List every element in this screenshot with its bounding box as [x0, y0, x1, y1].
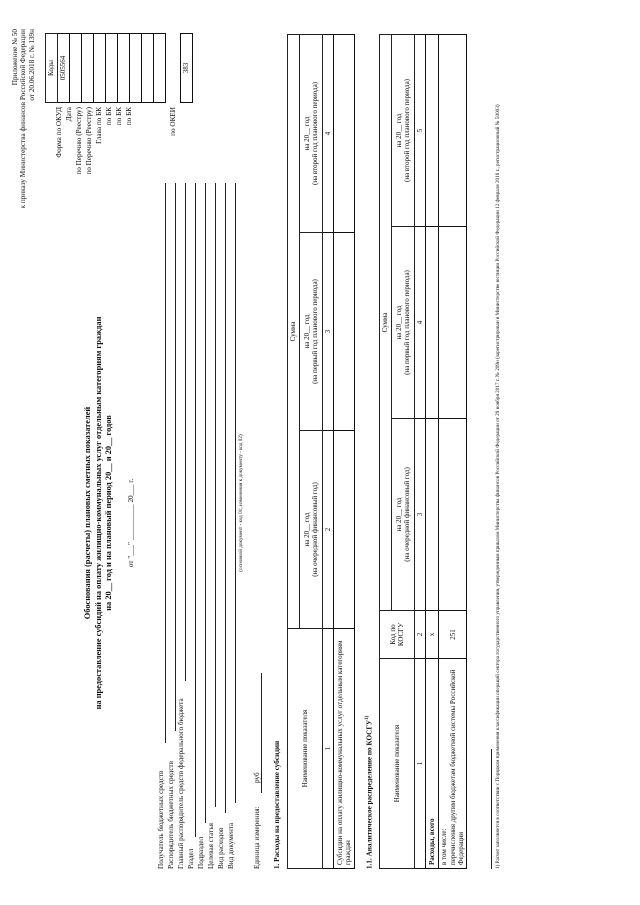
s11-col-code-header: Код по КОСГУ	[380, 611, 415, 659]
footnote: 1) Расчет заполняется в соответствии с Порядком применения классификации операций сектора государственного управления, утвержденным приказом Министерства финансов Российской Федерации от 29 ноября 2017 г. № 209н (зарегистрирован в Министерстве юстиции Российской Федерации 12 февраля 2018 г., регистрационный № 50003)	[495, 104, 501, 869]
s11-year-col-1-sub: (на очередной финансовый год)	[403, 467, 411, 562]
title-line-3: на 20__ год и на плановый период 20__ и 20__ годов	[104, 415, 113, 611]
s11-colnum-5: 5	[415, 34, 426, 226]
field-recipient: Получатель бюджетных средств	[157, 770, 165, 869]
s11-year-col-2-sub: (на первый год планового периода)	[403, 270, 411, 375]
underline-recipient	[165, 183, 166, 743]
appendix-order: к приказу Министерства финансов Российской Федерации	[19, 29, 28, 209]
code-cell-registry-1	[82, 34, 94, 103]
s11-year-col-3-title: на 20__ год	[394, 113, 403, 148]
s11-row-including	[439, 659, 467, 869]
s11-sum-header: Сумма	[380, 34, 392, 610]
s1-value-year-1	[334, 431, 355, 629]
underline-subsection	[205, 183, 206, 823]
s1-year-col-2	[300, 233, 323, 431]
s1-year-col-3-sub: (на второй год планового периода)	[311, 81, 319, 186]
section1-heading: 1. Расходы на предоставление субсидии	[273, 740, 281, 869]
codes-header: Коды	[46, 34, 58, 103]
unit-label: Единица измерения:	[253, 806, 261, 869]
s1-year-col-1-sub: (на очередной финансовый год)	[311, 482, 319, 577]
s1-col-name-header: Наименование показателя	[288, 629, 323, 869]
s11-transfers-year-2	[439, 227, 467, 419]
underline-target-article	[215, 183, 216, 807]
s1-year-col-2-sub: (на первый год планового периода)	[311, 279, 319, 384]
s11-year-col-1-title: на 20__ год	[394, 497, 403, 532]
field-target-article: Целевая статья	[207, 823, 215, 869]
appendix-date: от 20.06.2018 г. № 139н	[27, 29, 36, 101]
code-label-bk-1: по БК	[105, 107, 113, 126]
underline-expense-type	[225, 183, 226, 813]
code-cell-bk-2	[130, 34, 142, 103]
s11-row-transfers: перечисления другим бюджетам бюджетной системы Российской Федерации	[448, 669, 465, 865]
footnote-rule	[491, 749, 492, 869]
code-spacer	[166, 34, 181, 103]
form-date: от "___" __________ 20___ г.	[127, 478, 135, 568]
s11-row-transfers-code: 251	[439, 611, 467, 659]
section11-heading	[365, 716, 374, 869]
okud-code: 0505564	[58, 34, 70, 103]
s11-transfers-year-3	[439, 34, 467, 226]
field-expense-type: Вид расходов	[217, 827, 225, 869]
s11-transfers-year-1	[439, 419, 467, 611]
s1-year-col-1	[300, 431, 323, 629]
s11-total-year-1	[426, 419, 439, 611]
doc-type-note: (основной документ - код 01; изменения к документу - код 02)	[238, 434, 244, 572]
s1-row-subsidies: Субсидии на оплату жилищно-коммунальных услуг отдельным категориям граждан	[334, 629, 355, 869]
form-title	[83, 193, 115, 833]
code-cell-chapter	[106, 34, 118, 103]
code-cell-date	[70, 34, 82, 103]
section11-heading-text: 1.1. Аналитическое распределение по КОСГУ	[365, 719, 374, 869]
unit-value: руб	[253, 772, 261, 783]
title-line-2: на предоставление субсидий на оплату жилищно-коммунальных услуг отдельным категориям граждан	[93, 316, 103, 710]
s1-colnum-2: 2	[323, 431, 334, 629]
code-cell-bk-1	[118, 34, 130, 103]
s1-value-year-3	[334, 34, 355, 232]
title-line-1: Обоснования (расчеты) плановых сметных показателей	[83, 406, 92, 620]
appendix-block	[11, 29, 36, 329]
s11-year-col-2	[392, 227, 415, 419]
code-label-chapter: Глава по БК	[95, 107, 103, 144]
s1-colnum-3: 3	[323, 233, 334, 431]
s1-value-year-2	[334, 233, 355, 431]
s11-year-col-3-sub: (на второй год планового периода)	[403, 78, 411, 183]
underline-main-distributor	[185, 183, 186, 681]
s11-total-year-3	[426, 34, 439, 226]
field-main-distributor: Главный распорядитель средств федерального бюджета	[177, 698, 185, 869]
s11-colnum-4: 4	[415, 227, 426, 419]
s11-year-col-2-title: на 20__ год	[394, 305, 403, 340]
underline-document-type	[235, 183, 236, 803]
s1-colnum-4: 4	[323, 34, 334, 232]
field-subsection: Подраздел	[197, 836, 205, 869]
code-label-registry-2: по Перечню (Реестру)	[85, 107, 93, 175]
s1-year-col-3-title: на 20__ год	[302, 116, 311, 151]
s1-year-col-1-title: на 20__ год	[302, 512, 311, 547]
section1-table	[287, 34, 355, 869]
code-cell-bk-3	[142, 34, 154, 103]
section11-footnote-mark: 1)	[365, 715, 370, 720]
field-section: Раздел	[187, 848, 195, 869]
code-label-bk-2: по БК	[115, 107, 123, 126]
underline-section	[195, 183, 196, 837]
s1-year-col-2-title: на 20__ год	[302, 314, 311, 349]
s11-row-total: Расходы, всего	[426, 659, 439, 869]
field-distributor: Распорядитель бюджетных средств	[167, 760, 175, 869]
codes-table	[45, 33, 193, 103]
underline-unit	[261, 673, 262, 793]
s11-col-name-header: Наименование показателя	[380, 659, 415, 869]
s11-colnum-2: 2	[415, 611, 426, 659]
code-cell-bk-4	[154, 34, 166, 103]
s11-row-total-code: x	[426, 611, 439, 659]
s11-year-col-3	[392, 34, 415, 226]
rotated-form-document	[5, 13, 635, 893]
okei-code: 383	[181, 34, 193, 103]
section11-table	[379, 34, 467, 869]
code-labels	[55, 107, 135, 203]
okei-label: по ОКЕИ	[169, 107, 177, 136]
code-label-okud: Форма по ОКУД	[55, 107, 63, 158]
s11-colnum-1: 1	[415, 659, 426, 869]
s11-colnum-3: 3	[415, 419, 426, 611]
s11-year-col-1	[392, 419, 415, 611]
code-label-registry-1: по Перечню (Реестру)	[75, 107, 83, 175]
s11-row-including-label: в том числе:	[440, 828, 449, 865]
s1-sum-header: Сумма	[288, 34, 300, 628]
s1-year-col-3	[300, 34, 323, 232]
s1-colnum-1: 1	[323, 629, 334, 869]
code-cell-registry-2	[94, 34, 106, 103]
appendix-number: Приложение № 50	[11, 29, 19, 86]
field-document-type: Вид документа	[227, 822, 235, 869]
code-label-date: Дата	[65, 107, 73, 122]
underline-distributor	[175, 183, 176, 731]
s11-total-year-2	[426, 227, 439, 419]
code-label-bk-3: по БК	[125, 107, 133, 126]
